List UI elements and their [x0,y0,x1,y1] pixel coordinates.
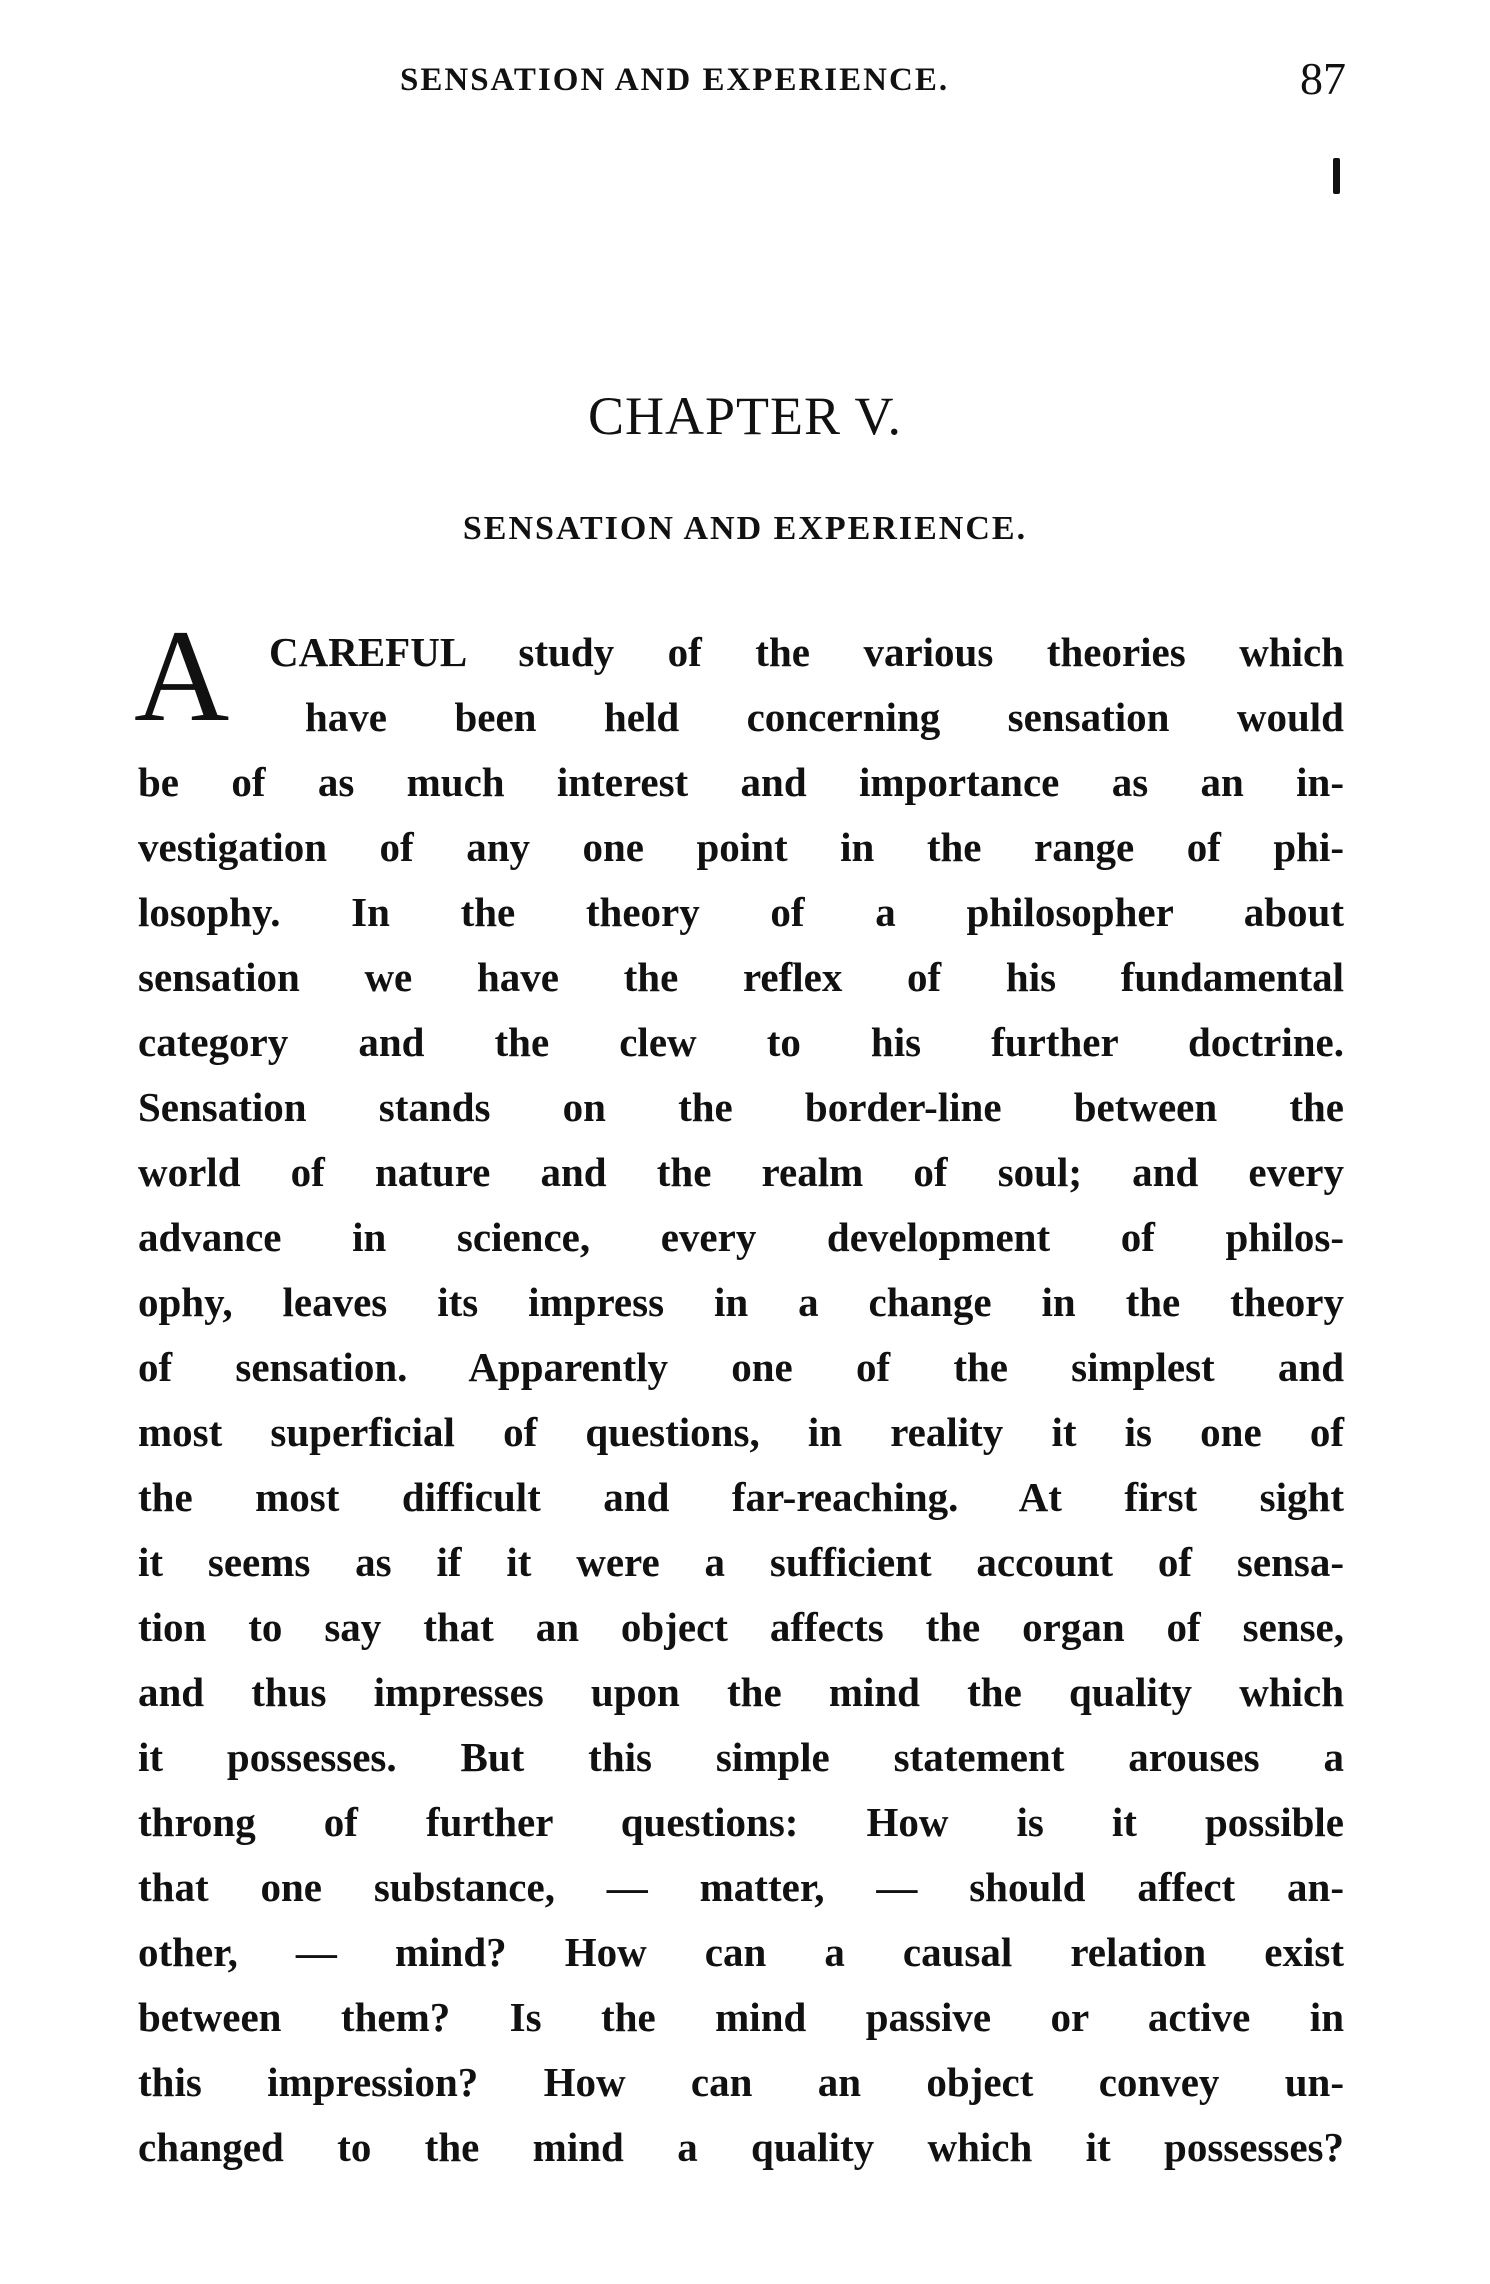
text-line: changed to the mind a quality which it possesses? [138,2124,1344,2170]
text-line: that one substance, — matter, — should affect an- [138,1864,1344,1910]
text-line: other, — mind? How can a causal relation exist [138,1929,1344,1975]
page-number: 87 [1300,53,1346,104]
text-line: and thus impresses upon the mind the quality which [138,1669,1344,1715]
chapter-subtitle: SENSATION AND EXPERIENCE. [462,510,1028,547]
text-line: it possesses. But this simple statement arouses a [138,1734,1344,1780]
text-line: advance in science, every development of philos- [138,1214,1344,1260]
running-header: SENSATION AND EXPERIENCE. [400,62,950,98]
text-line: have been held concerning sensation would [305,694,1344,740]
text-line: between them? Is the mind passive or active in [138,1994,1344,2040]
text-line: vestigation of any one point in the range of phi- [138,824,1344,870]
text-line: ophy, leaves its impress in a change in the theory [138,1279,1344,1325]
text-line: most superficial of questions, in reality it is one of [138,1409,1344,1455]
text-line: sensation we have the reflex of his fundamental [138,954,1344,1000]
text-line: of sensation. Apparently one of the simplest and [138,1344,1344,1390]
text-line: be of as much interest and importance as an in- [138,759,1344,805]
text-line: world of nature and the realm of soul; and every [138,1149,1344,1195]
text-line: losophy. In the theory of a philosopher about [138,889,1344,935]
text-line: this impression? How can an object convey un- [138,2059,1344,2105]
drop-cap: A [134,602,230,749]
text-line: CAREFUL study of the various theories which [269,629,1344,675]
text-line: Sensation stands on the border-line between the [138,1084,1344,1130]
text-line: throng of further questions: How is it possible [138,1799,1344,1845]
text-line: category and the clew to his further doctrine. [138,1019,1344,1065]
text-line: it seems as if it were a sufficient account of sensa- [138,1539,1344,1585]
text-line: the most difficult and far-reaching. At first sight [138,1474,1344,1520]
body-text [138,620,1344,2180]
chapter-title: CHAPTER V. [587,386,903,446]
print-mark [1333,158,1340,194]
text-line: tion to say that an object affects the organ of sense, [138,1604,1344,1650]
